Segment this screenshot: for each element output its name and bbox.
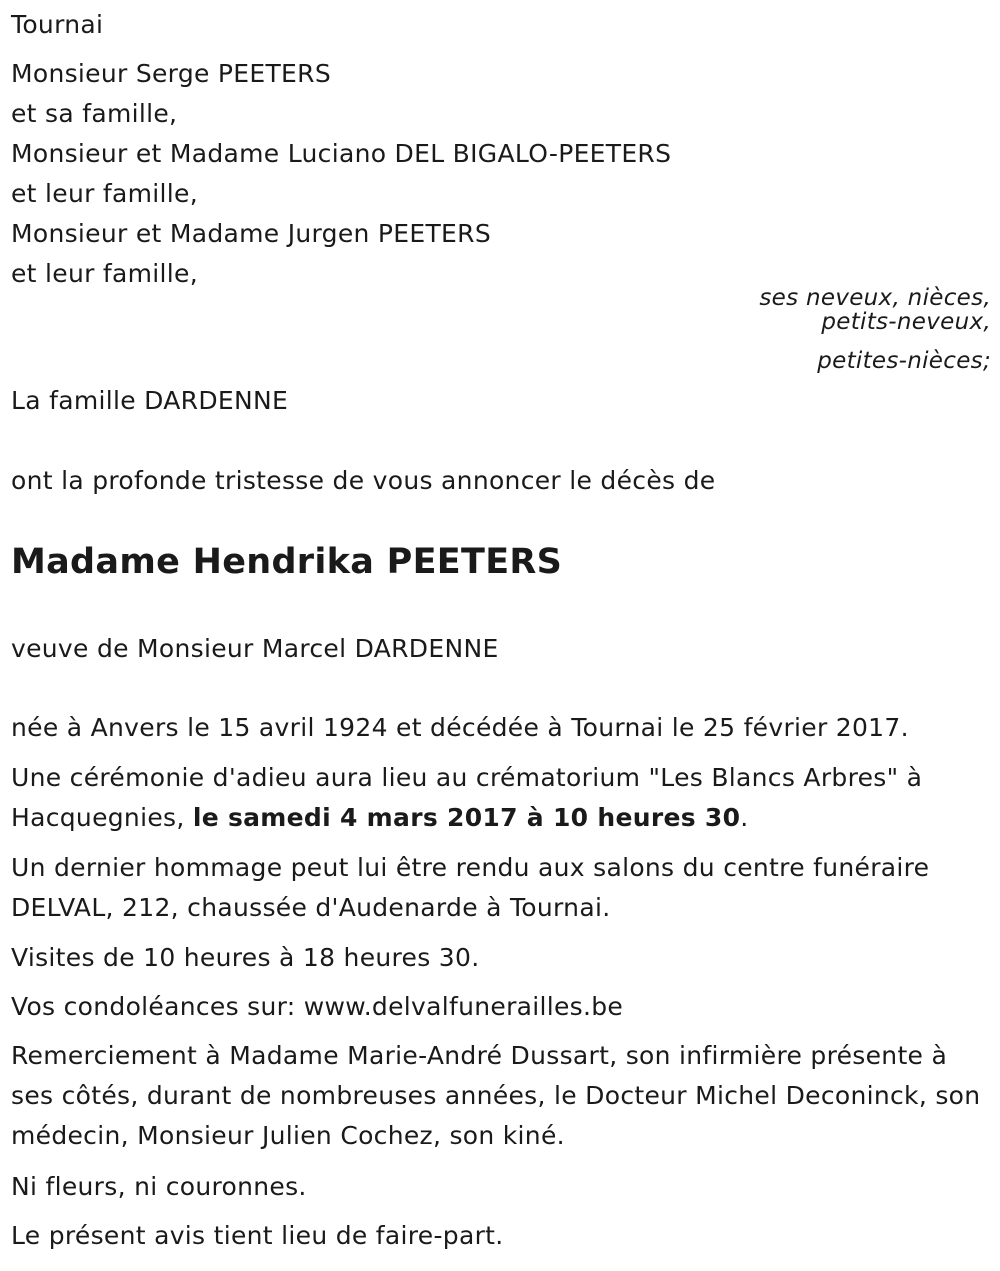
family-line-3: Monsieur et Madame Luciano DEL BIGALO-PEETERS — [11, 139, 672, 168]
relatives-line-1: ses neveux, nièces, — [759, 285, 991, 311]
thanks-paragraph: Remerciement à Madame Marie-André Dussart, son infirmière présente à ses côtés, durant de nombreuses années, le Docteur Michel Deconinck, son médecin, Monsieur Julien Cochez, son kiné. — [11, 1041, 981, 1150]
spouse-line: veuve de Monsieur Marcel DARDENNE — [11, 634, 499, 663]
visits-line: Visites de 10 heures à 18 heures 30. — [11, 943, 480, 972]
deceased-name: Madame Hendrika PEETERS — [11, 542, 563, 582]
city-heading: Tournai — [11, 10, 104, 39]
ceremony-end: . — [740, 803, 749, 832]
family-dardenne: La famille DARDENNE — [11, 386, 289, 415]
birth-death-line: née à Anvers le 15 avril 1924 et décédée à Tournai le 25 février 2017. — [11, 713, 909, 742]
ceremony-date: le samedi 4 mars 2017 à 10 heures 30 — [192, 803, 741, 832]
relatives-line-2: petits-neveux, — [821, 309, 991, 335]
ceremony-text: Une cérémonie d'adieu aura lieu au crématorium "Les Blancs Arbres" à Hacquegnies, — [11, 763, 923, 832]
family-line-4: et leur famille, — [11, 179, 198, 208]
family-line-5: Monsieur et Madame Jurgen PEETERS — [11, 219, 491, 248]
family-line-1: Monsieur Serge PEETERS — [11, 59, 331, 88]
hommage-paragraph: Un dernier hommage peut lui être rendu aux salons du centre funéraire DELVAL, 212, chaussée d'Audenarde à Tournai. — [11, 853, 930, 922]
announcement-intro: ont la profonde tristesse de vous annoncer le décès de — [11, 466, 716, 495]
relatives-line-3: petites-nièces; — [817, 348, 991, 374]
flowers-line: Ni fleurs, ni couronnes. — [11, 1172, 307, 1201]
notice-line: Le présent avis tient lieu de faire-part. — [11, 1221, 504, 1250]
condolences-line: Vos condoléances sur: www.delvalfunerailles.be — [11, 992, 624, 1021]
ceremony-paragraph — [11, 758, 981, 838]
family-line-2: et sa famille, — [11, 99, 178, 128]
family-line-6: et leur famille, — [11, 259, 198, 288]
